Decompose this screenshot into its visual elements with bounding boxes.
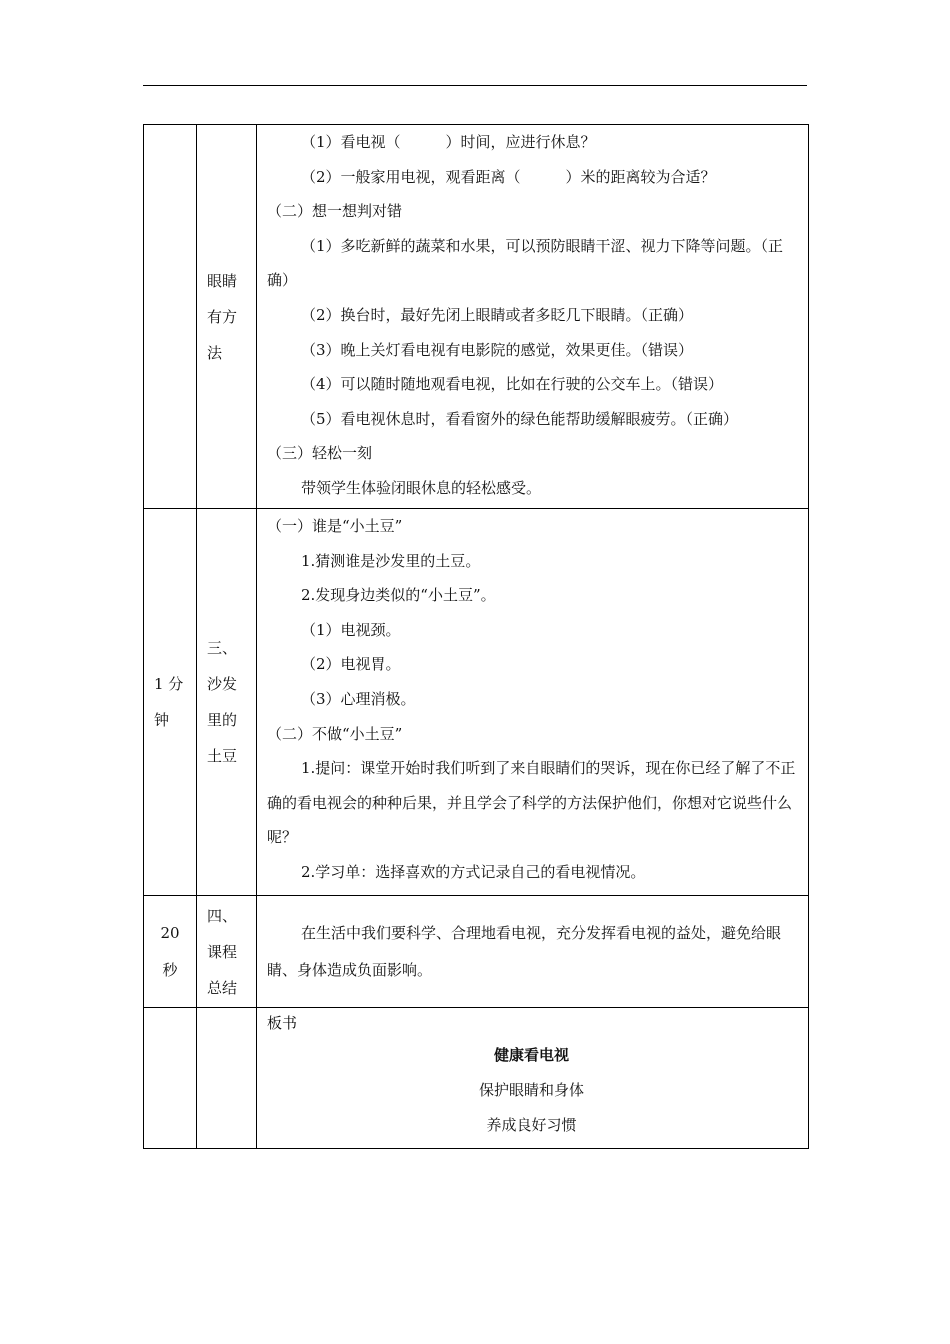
section-cell <box>197 896 257 1008</box>
time-cell <box>144 509 197 896</box>
section-line: 沙发 <box>207 675 238 693</box>
list-item: （2）电视胃。 <box>301 655 401 674</box>
table-row <box>144 125 809 509</box>
section-line: 眼睛 <box>207 271 238 290</box>
judgement-line: （4）可以随时随地观看电视，比如在行驶的公交车上。（错误） <box>301 375 724 394</box>
section-line: 土豆 <box>207 747 238 765</box>
section-cell <box>197 509 257 896</box>
section-line: 总结 <box>207 978 238 997</box>
question-line: （2）一般家用电视，观看距离（ ）米的距离较为合适？ <box>301 167 716 186</box>
section-line: 法 <box>207 343 223 362</box>
section-line: 四、 <box>207 906 238 925</box>
subheading: （三）轻松一刻 <box>267 444 373 463</box>
board-label: 板书 <box>267 1014 298 1032</box>
section-line: 里的 <box>207 711 238 729</box>
paragraph: 1.提问：课堂开始时我们听到了来自眼睛们的哭诉，现在你已经了解了不正确的看电视会的种种后果，并且学会了科学的方法保护他们，你想对它说些什么呢？ <box>267 759 796 847</box>
time-cell <box>144 125 197 509</box>
list-item: 2.发现身边类似的“小土豆”。 <box>301 586 496 605</box>
section-cell <box>197 125 257 509</box>
list-item: 2.学习单：选择喜欢的方式记录自己的看电视情况。 <box>301 862 646 881</box>
list-item: （3）心理消极。 <box>301 689 416 708</box>
table-row <box>144 1008 809 1149</box>
subheading: （二）不做“小土豆” <box>267 724 403 743</box>
section-cell <box>197 1008 257 1149</box>
section-line: 三、 <box>207 639 238 657</box>
question-line: （1）看电视（ ）时间，应进行休息？ <box>301 133 596 151</box>
board-line: 保护眼睛和身体 <box>478 1081 584 1099</box>
time-line: 钟 <box>154 711 170 729</box>
board-line: 养成良好习惯 <box>486 1116 577 1134</box>
board-title: 健康看电视 <box>493 1046 569 1064</box>
list-item: （1）电视颈。 <box>301 620 401 639</box>
time-cell <box>144 896 197 1008</box>
section-line: 有方 <box>207 307 238 326</box>
subheading: （一）谁是“小土豆” <box>267 517 403 535</box>
subheading: （二）想一想判对错 <box>267 202 403 221</box>
judgement-line: （3）晚上关灯看电视有电影院的感觉，效果更佳。（错误） <box>301 340 694 359</box>
content-cell <box>257 125 809 509</box>
time-line: 20 <box>160 923 180 942</box>
time-line: 秒 <box>162 960 178 979</box>
content-cell <box>257 509 809 896</box>
content-cell <box>257 1008 809 1149</box>
lesson-plan-table <box>143 124 809 1149</box>
judgement-line: （5）看电视休息时，看看窗外的绿色能帮助缓解眼疲劳。（正确） <box>301 409 739 428</box>
section-line: 课程 <box>207 942 238 961</box>
summary-paragraph: 在生活中我们要科学、合理地看电视，充分发挥看电视的益处，避免给眼睛、身体造成负面影响。 <box>267 923 782 979</box>
judgement-line: （1）多吃新鲜的蔬菜和水果，可以预防眼睛干涩、视力下降等问题。（正确） <box>267 236 784 290</box>
table-row <box>144 509 809 896</box>
activity-line: 带领学生体验闭眼休息的轻松感受。 <box>301 478 542 497</box>
content-cell <box>257 896 809 1008</box>
table-row <box>144 896 809 1008</box>
judgement-line: （2）换台时，最好先闭上眼睛或者多眨几下眼睛。（正确） <box>301 305 694 324</box>
time-cell <box>144 1008 197 1149</box>
list-item: 1.猜测谁是沙发里的土豆。 <box>301 551 481 570</box>
header-rule <box>143 85 807 86</box>
time-line: 1 分 <box>154 675 184 693</box>
